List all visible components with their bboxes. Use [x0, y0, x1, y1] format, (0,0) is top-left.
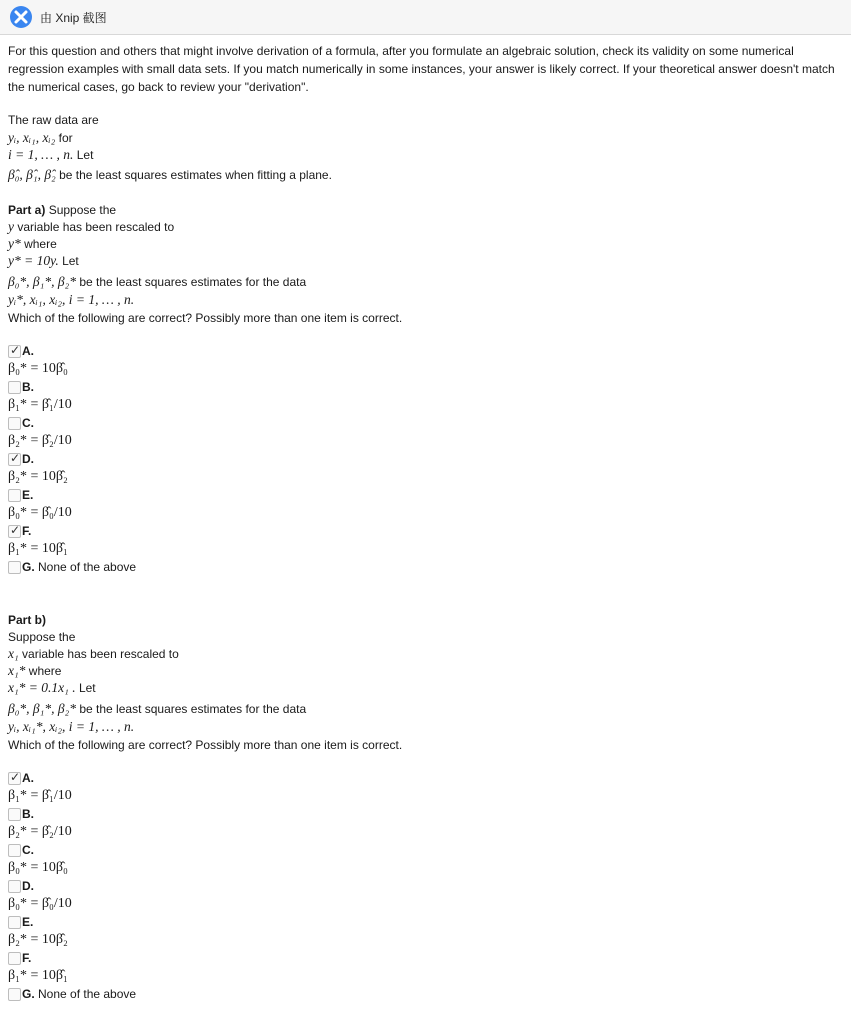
part-a-data-line	[8, 292, 134, 308]
part-a-let: Let	[62, 254, 79, 268]
option-checkbox[interactable]	[8, 808, 21, 821]
option-letter: B.	[22, 807, 34, 821]
option-letter: G.	[22, 560, 35, 574]
option-checkbox[interactable]	[8, 417, 21, 430]
part-a-question: Which of the following are correct? Possibly more than one item is correct.	[8, 311, 403, 325]
part-a-where: where	[24, 237, 57, 251]
option-letter: G.	[22, 987, 35, 1001]
option-formula: β₁* = 10β̂₁	[8, 968, 68, 983]
option-checkbox[interactable]	[8, 880, 21, 893]
option-checkbox[interactable]	[8, 561, 21, 574]
part-a-eq-line	[8, 253, 79, 269]
option-text: None of the above	[38, 987, 137, 1001]
checkmark-icon: ✓	[10, 451, 21, 465]
option-checkbox[interactable]	[8, 916, 21, 929]
raw-data-for: for	[58, 131, 73, 145]
option-formula: β₂* = β̂₂/10	[8, 433, 72, 448]
part-b-data: yᵢ, xᵢ₁*, xᵢ₂, i = 1, … , n.	[8, 719, 135, 734]
part-b-rescaled: variable has been rescaled to	[22, 647, 179, 661]
part-b-eq: x₁* = 0.1x₁ .	[8, 680, 76, 695]
part-b-question: Which of the following are correct? Possibly more than one item is correct.	[8, 738, 403, 752]
part-a-eq: y* = 10y.	[8, 253, 59, 268]
option-formula: β₀* = β̂₀/10	[8, 896, 72, 911]
option-letter: A.	[22, 344, 34, 358]
raw-data-index: i = 1, … , n.	[8, 147, 74, 162]
option-checkbox[interactable]	[8, 381, 21, 394]
option-formula: β₀* = β̂₀/10	[8, 505, 72, 520]
option-checkbox[interactable]	[8, 489, 21, 502]
option-checkbox[interactable]	[8, 844, 21, 857]
raw-data-vars-line	[8, 130, 73, 146]
title-bar	[0, 0, 851, 35]
part-b-data-line	[8, 719, 134, 735]
raw-data-tail: be the least squares estimates when fitting a plane.	[59, 168, 332, 182]
option-letter: F.	[22, 524, 32, 538]
raw-data-betas: β̂₀, β̂₁, β̂₂	[8, 167, 56, 182]
option-formula: β₂* = 10β̂₂	[8, 932, 68, 947]
intro-paragraph: For this question and others that might involve derivation of a formula, after you formulate an algebraic solution, check its validity on some numerical regression examples with small data sets. If you match numerically in some instances, your answer is likely correct. If your theoretical answer doesn't match the numerical cases, go back to review your "derivation".	[8, 44, 835, 94]
option-letter: D.	[22, 452, 34, 466]
raw-data-heading: The raw data are	[8, 113, 99, 127]
part-b-var-line	[8, 646, 179, 662]
part-b-betas-line	[8, 701, 306, 717]
app-title: 由 Xnip 截图	[40, 11, 107, 25]
raw-data-index-line	[8, 147, 93, 163]
raw-data-let: Let	[76, 148, 94, 162]
checkmark-icon: ✓	[10, 770, 21, 784]
option-letter: E.	[22, 488, 34, 502]
part-b-intro: Suppose the	[8, 630, 76, 644]
option-formula: β₂* = β̂₂/10	[8, 824, 72, 839]
xnip-logo-icon[interactable]	[10, 6, 32, 28]
checkmark-icon: ✓	[10, 523, 21, 537]
option-checkbox[interactable]	[8, 525, 21, 538]
option-formula: β₀* = 10β̂₀	[8, 361, 68, 376]
option-formula: β₂* = 10β̂₂	[8, 469, 68, 484]
option-letter: F.	[22, 951, 32, 965]
option-formula: β₀* = 10β̂₀	[8, 860, 68, 875]
option-letter: D.	[22, 879, 34, 893]
part-a-label: Part a)	[8, 203, 46, 217]
part-a-betas: β₀*, β₁*, β₂*	[8, 274, 77, 289]
option-formula: β₁* = β̂₁/10	[8, 397, 72, 412]
part-b-newvar-line	[8, 663, 61, 679]
part-a-intro: Suppose the	[48, 203, 117, 217]
option-checkbox[interactable]	[8, 453, 21, 466]
option-letter: C.	[22, 416, 34, 430]
part-b-where: where	[28, 664, 62, 678]
option-letter: C.	[22, 843, 34, 857]
part-b-label: Part b)	[8, 613, 47, 627]
part-b-heading	[8, 612, 46, 628]
option-formula: β₁* = β̂₁/10	[8, 788, 72, 803]
part-b-let: Let	[78, 681, 96, 695]
part-a-var: y	[8, 219, 14, 234]
part-a-estimates-tail: be the least squares estimates for the data	[79, 275, 307, 289]
option-checkbox[interactable]	[8, 988, 21, 1001]
option-formula: β₁* = 10β̂₁	[8, 541, 68, 556]
option-checkbox[interactable]	[8, 772, 21, 785]
part-b-new-var: x₁*	[8, 663, 26, 678]
option-letter: A.	[22, 771, 34, 785]
part-b-var: x₁	[8, 646, 19, 661]
option-checkbox[interactable]	[8, 952, 21, 965]
part-a-betas-line	[8, 274, 306, 290]
part-b-estimates-tail: be the least squares estimates for the data	[79, 702, 307, 716]
part-a-newvar-line	[8, 236, 57, 252]
part-a-rescaled: variable has been rescaled to	[17, 220, 175, 234]
part-a-var-line	[8, 219, 174, 235]
option-letter: B.	[22, 380, 34, 394]
part-b-betas: β₀*, β₁*, β₂*	[8, 701, 77, 716]
part-a-heading	[8, 202, 116, 218]
raw-data-vars: yᵢ, xᵢ₁, xᵢ₂	[8, 130, 56, 145]
part-b-eq-line	[8, 680, 96, 696]
part-a-new-var: y*	[8, 236, 21, 251]
raw-data-betas-line	[8, 167, 332, 183]
checkmark-icon: ✓	[10, 343, 21, 357]
part-a-data: yᵢ*, xᵢ₁, xᵢ₂, i = 1, … , n.	[8, 292, 135, 307]
option-letter: E.	[22, 915, 34, 929]
option-checkbox[interactable]	[8, 345, 21, 358]
option-text: None of the above	[38, 560, 137, 574]
